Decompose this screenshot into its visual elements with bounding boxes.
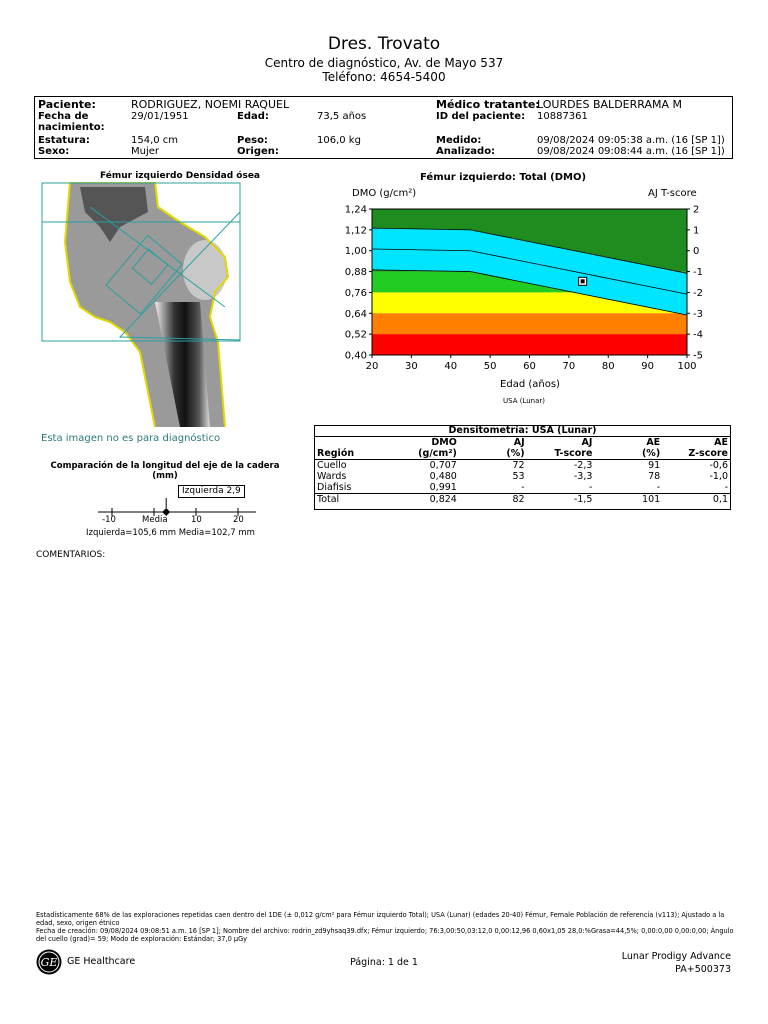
- table-cell: T-score: [528, 448, 596, 460]
- x-axis-label: Edad (años): [500, 379, 560, 390]
- x-tick-label: 100: [677, 361, 697, 372]
- table-cell: 0,707: [429, 460, 457, 471]
- analyzed-value: 09/08/2024 09:08:44 a.m. (16 [SP 1]): [537, 146, 725, 157]
- height-label: Estatura:: [38, 135, 90, 146]
- hip-axis-tick: 10: [191, 515, 202, 525]
- x-tick-label: 30: [405, 361, 418, 372]
- y-tick-label: 1,00: [344, 246, 367, 258]
- table-row: [314, 460, 731, 472]
- x-tick-label: 80: [601, 361, 615, 372]
- measured-value: 09/08/2024 09:05:38 a.m. (16 [SP 1]): [537, 135, 725, 146]
- doctor-value: LOURDES BALDERRAMA M: [537, 98, 682, 111]
- y-tick-label: 0,52: [344, 329, 367, 341]
- chart-title: Fémur izquierdo: Total (DMO): [420, 172, 587, 183]
- table-cell: -2,3: [573, 460, 593, 471]
- table-cell: 72: [512, 460, 525, 471]
- clinic-phone: Teléfono: 4654-5400: [322, 70, 446, 84]
- table-cell: 78: [648, 471, 661, 482]
- patient-info-box: [34, 96, 733, 159]
- chart-zone: [372, 334, 687, 355]
- table-row: [314, 482, 731, 494]
- hip-axis-summary: Izquierda=105,6 mm Media=102,7 mm: [86, 528, 255, 538]
- sex-label: Sexo:: [38, 146, 70, 157]
- table-cell: (%): [595, 448, 663, 460]
- table-cell: -: [460, 482, 528, 494]
- doctor-label: Médico tratante:: [436, 98, 540, 111]
- analyzed-label: Analizado:: [436, 146, 496, 157]
- y2-tick-label: -3: [693, 308, 703, 320]
- y-tick-label: 0,76: [344, 287, 367, 299]
- y-tick-label: 0,88: [344, 267, 367, 279]
- patient-point-core: [581, 279, 585, 283]
- table-cell: -: [528, 482, 596, 494]
- hip-axis-tick: -10: [102, 515, 116, 525]
- brand-name: GE Healthcare: [67, 956, 136, 967]
- table-cell: -1,0: [709, 471, 728, 482]
- clinic-title: Dres. Trovato: [327, 34, 441, 54]
- device-serial: PA+500373: [675, 964, 731, 975]
- y-tick-label: 1,24: [344, 204, 367, 216]
- not-for-diagnosis-note: Esta imagen no es para diagnóstico: [41, 433, 221, 444]
- y-tick-label: 1,12: [344, 225, 367, 237]
- age-label: Edad:: [237, 111, 269, 122]
- femur-scan-image: [40, 182, 245, 427]
- y-tick-label: 0,64: [344, 308, 367, 320]
- densitometry-caption-row: [314, 425, 731, 437]
- patient-id-value: 10887361: [537, 111, 588, 122]
- table-header-row: [314, 448, 731, 460]
- patient-name: RODRIGUEZ, NOEMI RAQUEL: [131, 98, 290, 111]
- y-tick-label: 0,40: [344, 350, 367, 362]
- table-cell: DMO: [431, 437, 457, 448]
- footer-note: Estadísticamente 68% de las exploraciones repetidas caen dentro del 1DE (± 0,012 g/cm² para Fémur izquierdo Total); USA (Lunar) (edades 20-40) Fémur, Female Población de referencia (v113); Ajustado a la edad, sexo, origen étnico Fecha de creación: 09/08/2024 09:08:51 a.m. 16 [SP 1]; Nombre del archivo: rodrin_zd9yhsaq39.dfx; Fémur izquierdo; 76:3,00:50,03:12,0 0,00:12,96 0,60x1,05 28,0:%Grasa=44,5%; 0,00:0,00 0,00:0,00; Ángulo del cuello (grad)= 59; Modo de exploración: Estándar; 37,0 µGy: [36, 911, 734, 943]
- table-cell: AJ: [581, 437, 593, 448]
- table-cell: (%): [460, 448, 528, 460]
- table-cell: Cuello: [317, 460, 347, 471]
- table-cell: 0,991: [392, 482, 460, 494]
- table-cell: 91: [648, 460, 661, 471]
- birthdate-value: 29/01/1951: [131, 111, 189, 122]
- x-tick-label: 50: [483, 361, 497, 372]
- y2-tick-label: 0: [693, 246, 700, 258]
- weight-label: Peso:: [237, 135, 268, 146]
- image-title: Fémur izquierdo Densidad ósea: [99, 171, 261, 181]
- chart-zone: [372, 313, 687, 334]
- table-cell: Región: [314, 448, 392, 460]
- bmd-age-chart: [340, 184, 720, 409]
- table-cell: (g/cm²): [392, 448, 460, 460]
- table-cell: AE: [646, 437, 661, 448]
- table-cell: 53: [512, 471, 525, 482]
- product-name: Lunar Prodigy Advance: [621, 951, 731, 962]
- densitometry-caption: Densitometría: USA (Lunar): [314, 425, 731, 437]
- patient-id-label: ID del paciente:: [436, 111, 526, 122]
- x-tick-label: 40: [444, 361, 458, 372]
- reference-source: USA (Lunar): [503, 397, 545, 405]
- table-cell: Wards: [317, 471, 347, 482]
- table-cell: Z-score: [663, 448, 731, 460]
- table-cell: Total: [317, 494, 340, 505]
- table-cell: 0,480: [429, 471, 457, 482]
- table-header-row: [314, 437, 731, 449]
- table-cell: AE: [714, 437, 728, 448]
- table-cell: 0,1: [712, 494, 728, 505]
- y2-tick-label: 2: [693, 204, 700, 216]
- hip-axis-callout: Izquierda 2,9: [178, 485, 245, 498]
- age-value: 73,5 años: [317, 111, 367, 122]
- table-row: [314, 494, 731, 506]
- table-cell: -1,5: [573, 494, 593, 505]
- product-info: [622, 950, 731, 976]
- height-value: 154,0 cm: [131, 135, 179, 146]
- table-cell: 0,824: [429, 494, 457, 505]
- y2-tick-label: -1: [693, 267, 703, 279]
- x-tick-label: 20: [365, 361, 379, 372]
- y-axis-label: DMO (g/cm²): [352, 188, 417, 199]
- table-cell: -: [595, 482, 663, 494]
- measured-label: Medido:: [436, 135, 482, 146]
- table-cell: Diafisis: [314, 482, 392, 494]
- table-cell: -0,6: [709, 460, 728, 471]
- table-cell: -3,3: [573, 471, 593, 482]
- x-tick-label: 70: [562, 361, 576, 372]
- table-cell: 101: [642, 494, 661, 505]
- table-row: [314, 471, 731, 482]
- x-tick-label: 90: [641, 361, 654, 372]
- clinic-address: Centro de diagnóstico, Av. de Mayo 537: [264, 56, 504, 70]
- origin-label: Origen:: [237, 146, 279, 157]
- svg-text:GE: GE: [40, 956, 58, 969]
- hip-axis-panel: [86, 482, 270, 540]
- weight-value: 106,0 kg: [317, 135, 361, 146]
- hip-axis-tick: 20: [233, 515, 244, 525]
- y2-tick-label: -2: [693, 287, 703, 299]
- table-cell: [314, 437, 392, 449]
- y2-tick-label: -4: [693, 329, 703, 341]
- sex-value: Mujer: [131, 146, 160, 157]
- y2-tick-label: 1: [693, 225, 700, 237]
- y2-tick-label: -5: [693, 350, 703, 362]
- hip-axis-tick: Media: [142, 515, 168, 525]
- densitometry-table: [314, 425, 731, 505]
- birthdate-label: Fecha de nacimiento:: [38, 111, 105, 133]
- table-cell: -: [663, 482, 731, 494]
- page-number: Página: 1 de 1: [350, 957, 418, 968]
- patient-label: Paciente:: [38, 98, 96, 111]
- comments-label: COMENTARIOS:: [36, 550, 106, 560]
- table-cell: AJ: [513, 437, 525, 448]
- hip-axis-title: Comparación de la longitud del eje de la cadera (mm): [50, 461, 280, 481]
- table-cell: 82: [512, 494, 525, 505]
- y2-axis-label: AJ T-score: [648, 188, 697, 199]
- x-tick-label: 60: [523, 361, 536, 372]
